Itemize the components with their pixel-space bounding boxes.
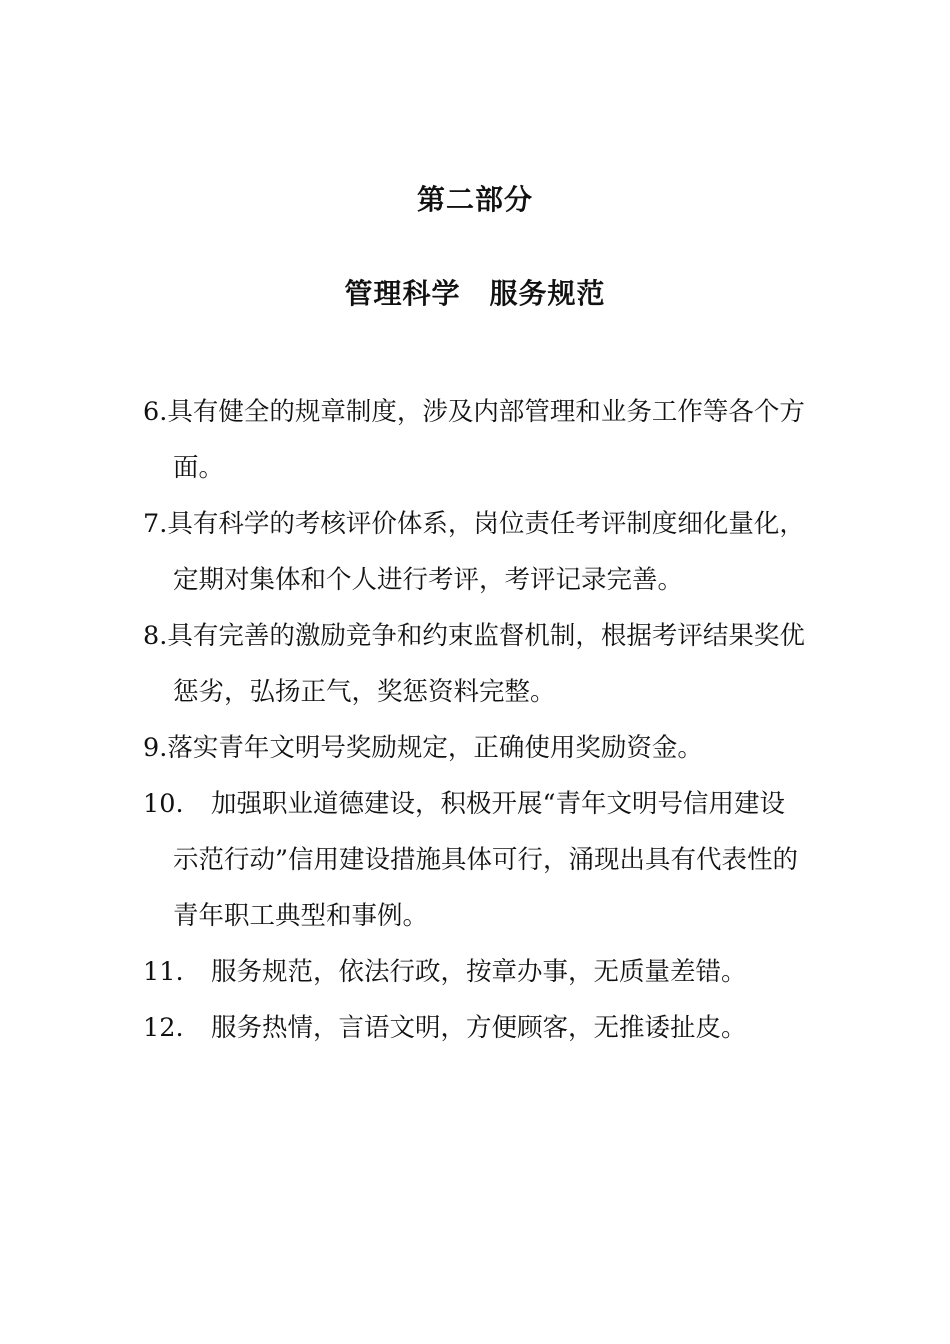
requirements-list [143, 384, 808, 1056]
section-title: 管理科学 服务规范 [344, 277, 606, 310]
item-text: 加强职业道德建设，积极开展“青年文明号信用建设示范行动”信用建设措施具体可行，涌现出具有代表性的青年职工典型和事例。 [173, 789, 799, 931]
item-number: 7. [143, 509, 168, 539]
item-number: 6. [143, 397, 168, 427]
list-item [143, 944, 808, 1000]
item-number: 12. [143, 1013, 184, 1043]
item-text: 服务规范，依法行政，按章办事，无质量差错。 [211, 957, 747, 987]
part-title: 第二部分 [416, 183, 533, 216]
item-number: 10. [143, 789, 184, 819]
item-number: 9. [143, 733, 168, 763]
item-text: 具有健全的规章制度，涉及内部管理和业务工作等各个方面。 [167, 397, 805, 483]
item-number: 11. [143, 957, 184, 987]
item-text: 落实青年文明号奖励规定，正确使用奖励资金。 [167, 733, 703, 763]
item-text: 服务热情，言语文明，方便顾客，无推诿扯皮。 [211, 1013, 747, 1043]
item-text: 具有完善的激励竞争和约束监督机制，根据考评结果奖优惩劣，弘扬正气，奖惩资料完整。 [167, 621, 805, 707]
list-item [143, 1000, 808, 1056]
list-item [143, 384, 808, 496]
list-item [143, 496, 808, 608]
list-item [143, 776, 808, 944]
list-item [143, 608, 808, 720]
item-text: 具有科学的考核评价体系，岗位责任考评制度细化量化，定期对集体和个人进行考评，考评记录完善。 [167, 509, 805, 595]
item-number: 8. [143, 621, 168, 651]
list-item [143, 720, 808, 776]
